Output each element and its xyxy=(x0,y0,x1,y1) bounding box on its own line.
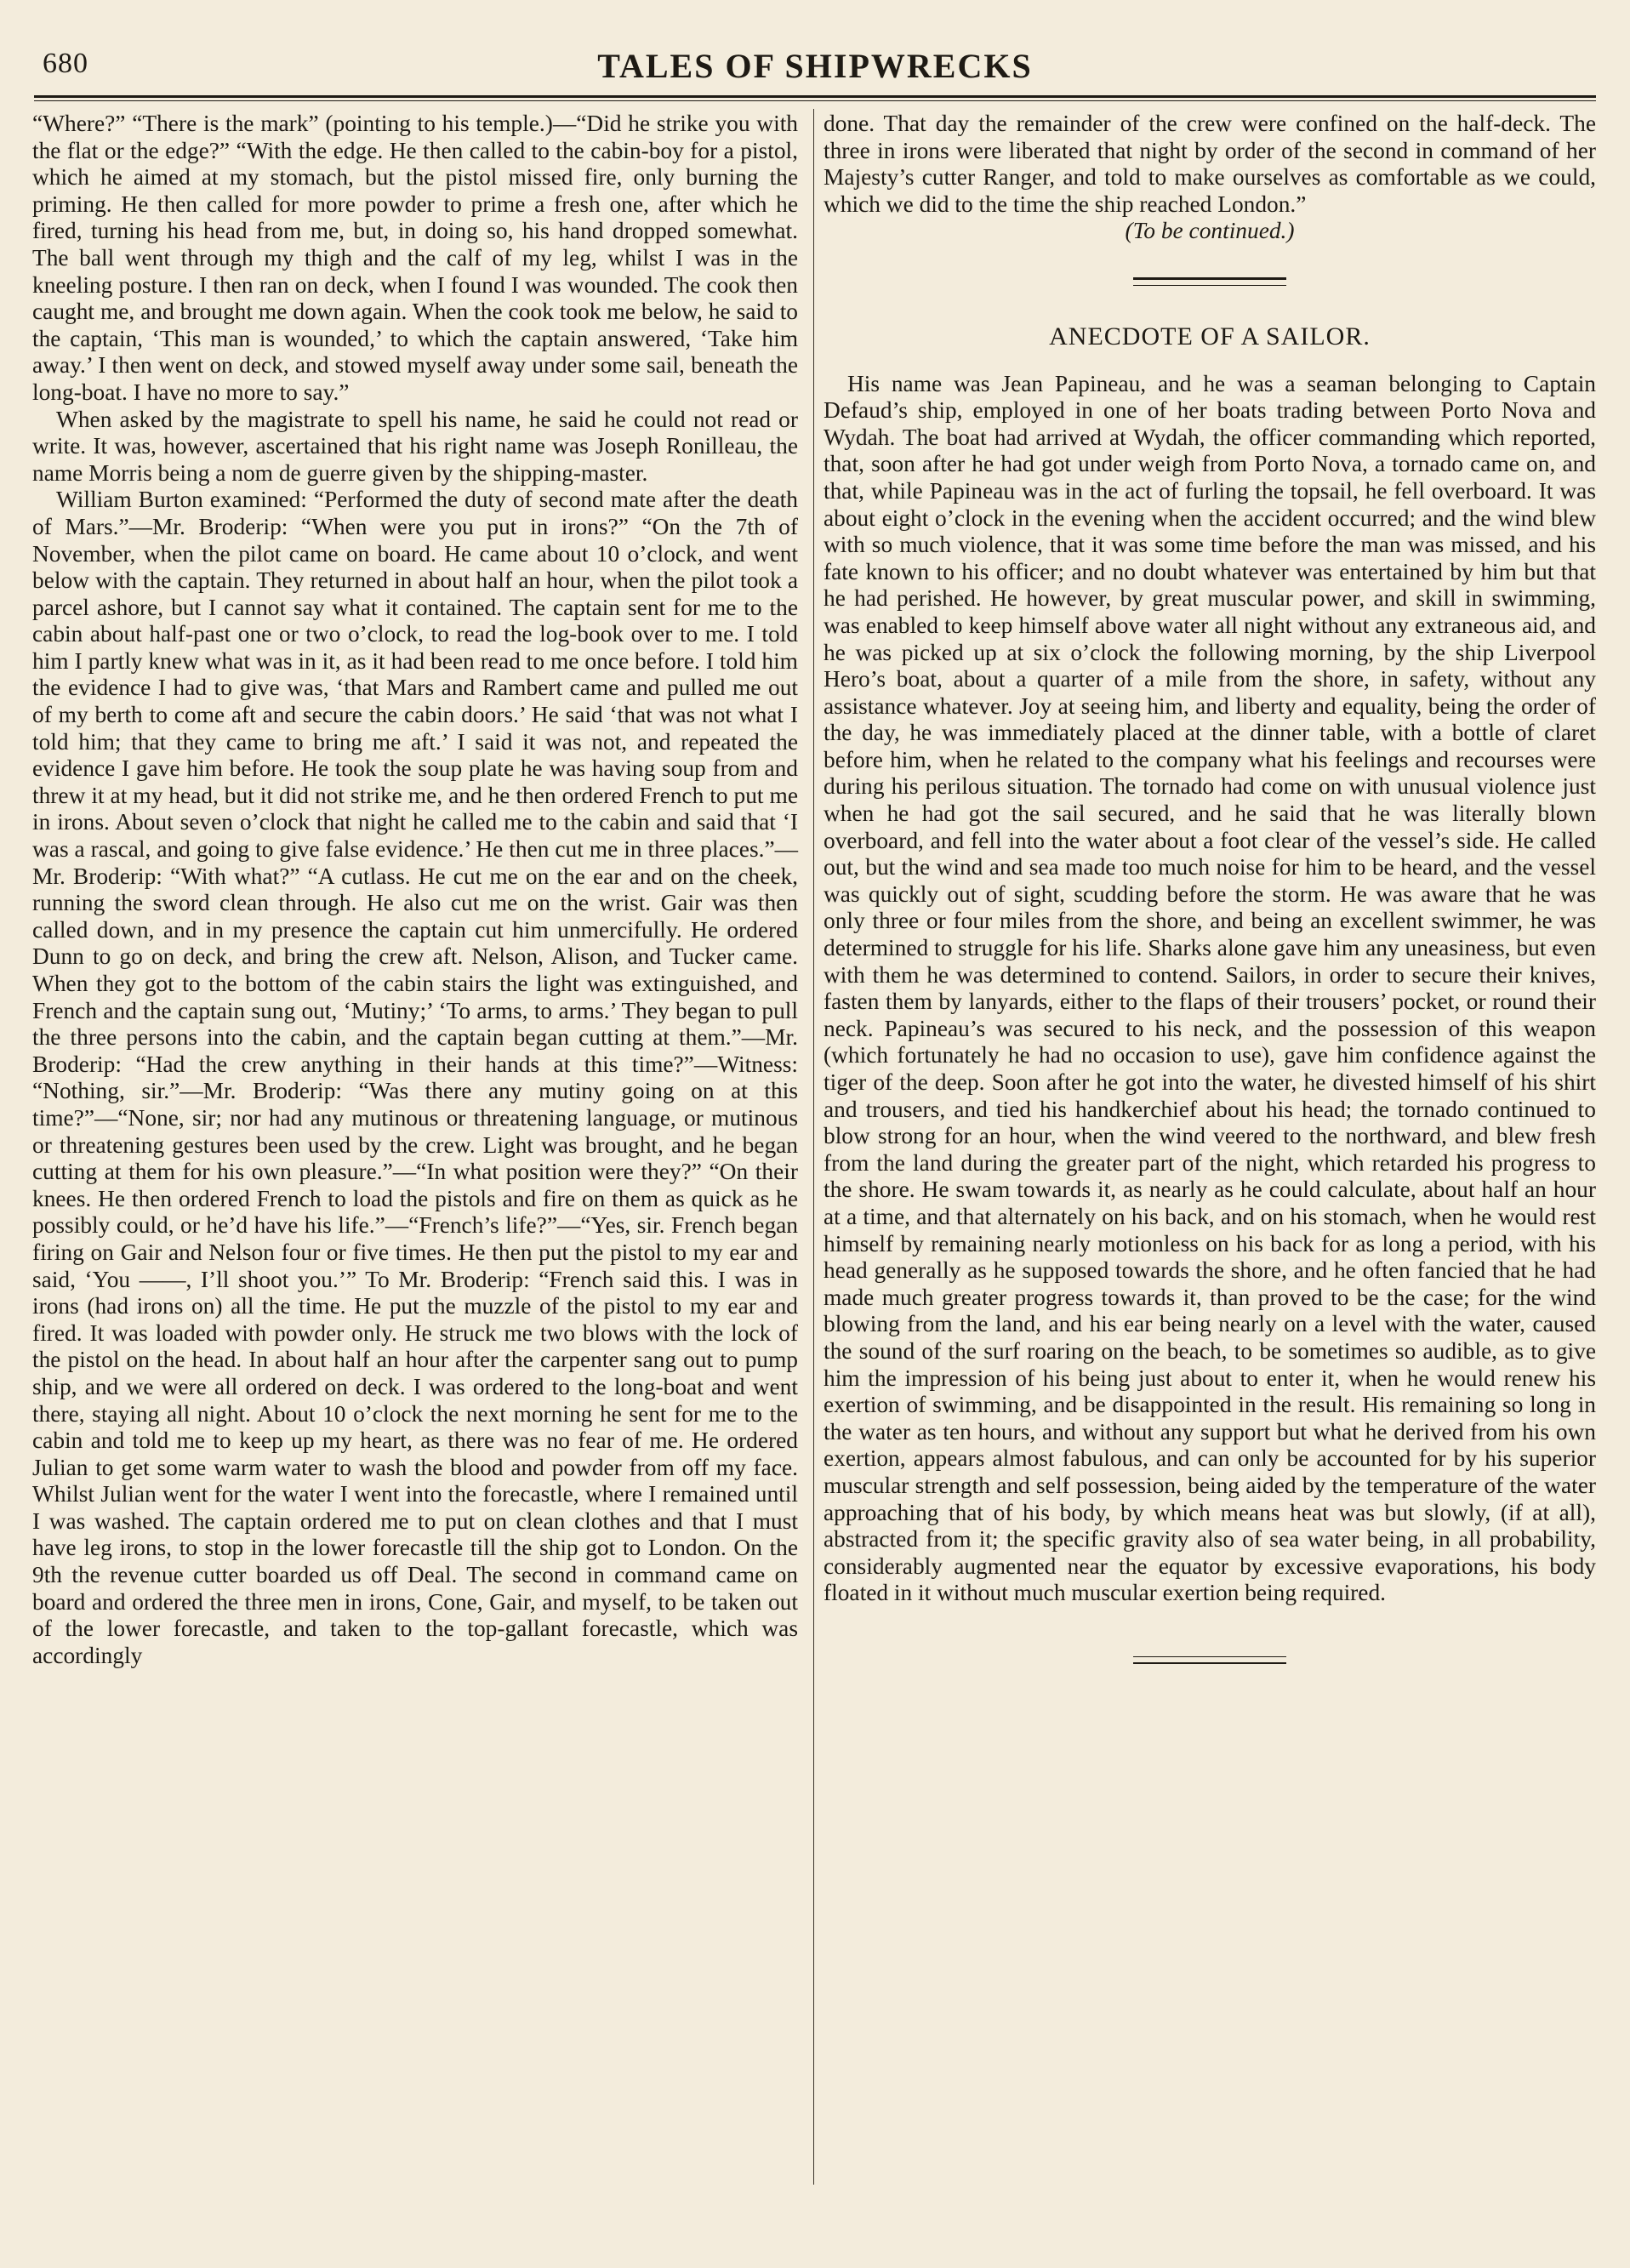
column-divider xyxy=(813,109,814,2185)
section-separator xyxy=(1133,277,1286,286)
page-number: 680 xyxy=(43,48,88,79)
paragraph-testimony-1: “Where?” “There is the mark” (pointing to his temple.)—“Did he strike you with the flat or the edge?” “With the edge. He then called to the cabin-boy for a pistol, which he aimed at my stomach, but the pistol missed fire, only burning the priming. He then called for more powder to prime a fresh one, after which he fired, turning his head from me, but, in doing so, his hand dropped somewhat. The ball went through my thigh and the calf of my leg, whilst I was in the kneeling posture. I then ran on deck, when I found I was wounded. The cook then caught me, and brought me down again. When the cook took me below, he said to the captain, ‘This man is wounded,’ to which the captain answered, ‘Take him away.’ I then went on deck, and stowed myself away under some sail, beneath the long-boat. I have no more to say.” xyxy=(32,111,798,405)
end-separator xyxy=(1133,1656,1286,1664)
running-title: TALES OF SHIPWRECKS xyxy=(597,47,1033,85)
paragraph-continuation: done. That day the remainder of the crew were confined on the half-deck. The three in irons were liberated that night by order of the second in command of her Majesty’s cutter Ranger, and told to make ourselves as comfortable as we could, which we did to the time the ship reached London.” xyxy=(824,111,1596,217)
paragraph-testimony-3: William Burton examined: “Performed the duty of second mate after the death of Mars.”—Mr. Broderip: “When were you put in irons?” “On the 7th of November, when the pilot came on board. He came about 10 o’clock, and went below with the captain. They returned in about half an hour, when the pilot took a parcel ashore, but I cannot say what it contained. The captain sent for me to the cabin about half-past one or two o’clock, to read the log-book over to me. I told him I partly knew what was in it, as it had been read to me once before. I told him the evidence I had to give was, ‘that Mars and Rambert came and pulled me out of my berth to come aft and secure the cabin doors.’ He said ‘that was not what I told him; that they came to bring me aft.’ I said it was not, and repeated the evidence I gave him before. He took the soup plate he was having soup from and threw it at my head, but it did not strike me, and he then ordered French to put me in irons. About seven o’clock that night he called me to the cabin and said that ‘I was a rascal, and going to give false evidence.’ He then cut me in three places.”—Mr. Broderip: “With what?” “A cutlass. He cut me on the ear and on the cheek, running the sword clean through. He also cut me on the wrist. Gair was then called down, and in my presence the captain cut him unmercifully. He ordered Dunn to go on deck, and bring the crew aft. Nelson, Alison, and Tucker came. When they got to the bottom of the cabin stairs the light was extinguished, and French and the captain sung out, ‘Mutiny;’ ‘To arms, to arms.’ They began to pull the three persons into the cabin, and the captain began cutting at them.”—Mr. Broderip: “Had the crew anything in their hands at this time?”—Witness: “Nothing, sir.”—Mr. Broderip: “Was there any mutiny going on at this time?”—“None, sir; nor had any mutinous or threatening language, or mutinous or threatening gestures been used by the crew. Light was brought, and he began cutting at them for his own pleasure.”—“In what position were they?” “On their knees. He then ordered French to load the pistols and fire on them as quick as he possibly could, or he’d have his life.”—“French’s life?”—“Yes, sir. French began firing on Gair and Nelson four or five times. He then put the pistol to my ear and said, ‘You ——, I’ll shoot you.’” To Mr. Broderip: “French said this. I was in irons (had irons on) all the time. He put the muzzle of the pistol to my ear and fired. It was loaded with powder only. He struck me two blows with the lock of the pistol on the head. In about half an hour after the carpenter sang out to pump ship, and we were all ordered on deck. I was ordered to the long-boat and went there, staying all night. About 10 o’clock the next morning he sent for me to the cabin and told me to keep up my heart, as there was no fear of me. He ordered Julian to get some warm water to wash the blood and powder from off my face. Whilst Julian went for the water I went into the forecastle, where I remained until I was washed. The captain ordered me to put on clean clothes and that I must have leg irons, to stop in the lower forecastle till the ship got to London. On the 9th the revenue cutter boarded us off Deal. The second in command came on board and ordered the three men in irons, Cone, Gair, and myself, to be taken out of the lower forecastle, and taken to the top-gallant forecastle, which was accordingly xyxy=(32,487,798,1668)
header-rule xyxy=(34,95,1596,98)
header-rule-thin xyxy=(34,100,1596,101)
page-header xyxy=(34,39,1596,99)
right-column xyxy=(824,111,1596,1664)
left-column xyxy=(32,111,798,1669)
paragraph-anecdote: His name was Jean Papineau, and he was a seaman belonging to Captain Defaud’s ship, employed in one of her boats trading between Porto Nova and Wydah. The boat had arrived at Wydah, the officer commanding which reported, that, soon after he had got under weigh from Porto Nova, a tornado came on, and that, while Papineau was in the act of furling the topsail, he fell overboard. It was about eight o’clock in the evening when the accident occurred; and the wind blew with so much violence, that it was some time before the man was missed, and his fate known to his officer; and no doubt whatever was entertained by him but that he had perished. He however, by great muscular power, and skill in swimming, was enabled to keep himself above water all night without any extraneous aid, and he was picked up at six o’clock the following morning, by the ship Liverpool Hero’s boat, about a quarter of a mile from the shore, in safety, without any assistance whatever. Joy at seeing him, and liberty and equality, being the order of the day, he was immediately placed at the dinner table, with a bottle of claret before him, when he related to the company what his feelings and recourses were during his perilous situation. The tornado had come on with unusual violence just when he had got the sail secured, and he said that he was literally blown overboard, and fell into the water about a foot clear of the vessel’s side. He called out, but the wind and sea made too much noise for him to be heard, and the vessel was quickly out of sight, scudding before the storm. He was aware that he was only three or four miles from the shore, and being an excellent swimmer, he was determined to struggle for his life. Sharks alone gave him any uneasiness, but even with them he was determined to contend. Sailors, in order to secure their knives, fasten them by lanyards, either to the flaps of their trousers’ pocket, or round their neck. Papineau’s was secured to his neck, and the possession of this weapon (which fortunately he had no occasion to use), gave him confidence against the tiger of the deep. Soon after he got into the water, he divested himself of his shirt and trousers, and tied his handkerchief about his head; the tornado continued to blow strong for an hour, when the wind veered to the northward, and blew fresh from the land during the greater part of the night, which retarded his progress to the shore. He swam towards it, as nearly as he could calculate, about half an hour at a time, and that alternately on his back, and on his stomach, when he would rest himself by remaining nearly motionless on his back for as long a period, with his head generally as he supposed towards the shore, and he often fancied that he had made much greater progress towards it, than proved to be the case; for the wind blowing from the land, and his ear being nearly on a level with the water, caused the sound of the surf roaring on the beach, to be sometimes so audible, as to give him the impression of his being just about to enter it, when he would renew his exertion of swimming, and be disappointed in the result. His remaining so long in the water as ten hours, and without any support but what he derived from his own exertion, appears almost fabulous, and can only be accounted for by his superior muscular strength and self possession, being aided by the temperature of the water approaching that of his body, by which means heat was but slowly, (if at all), abstracted from it; the specific gravity also of sea water being, in all probability, considerably augmented near the equator by excessive evaporations, his body floated in it without much muscular exertion being required. xyxy=(824,370,1596,1606)
to-be-continued: (To be continued.) xyxy=(1125,218,1295,244)
paragraph-testimony-2: When asked by the magistrate to spell his name, he said he could not read or write. It was, however, ascertained that his right name was Joseph Ronilleau, the name Morris being a nom de guerre given by the shipping-master. xyxy=(32,406,798,486)
anecdote-title: ANECDOTE OF A SAILOR. xyxy=(1049,322,1371,350)
